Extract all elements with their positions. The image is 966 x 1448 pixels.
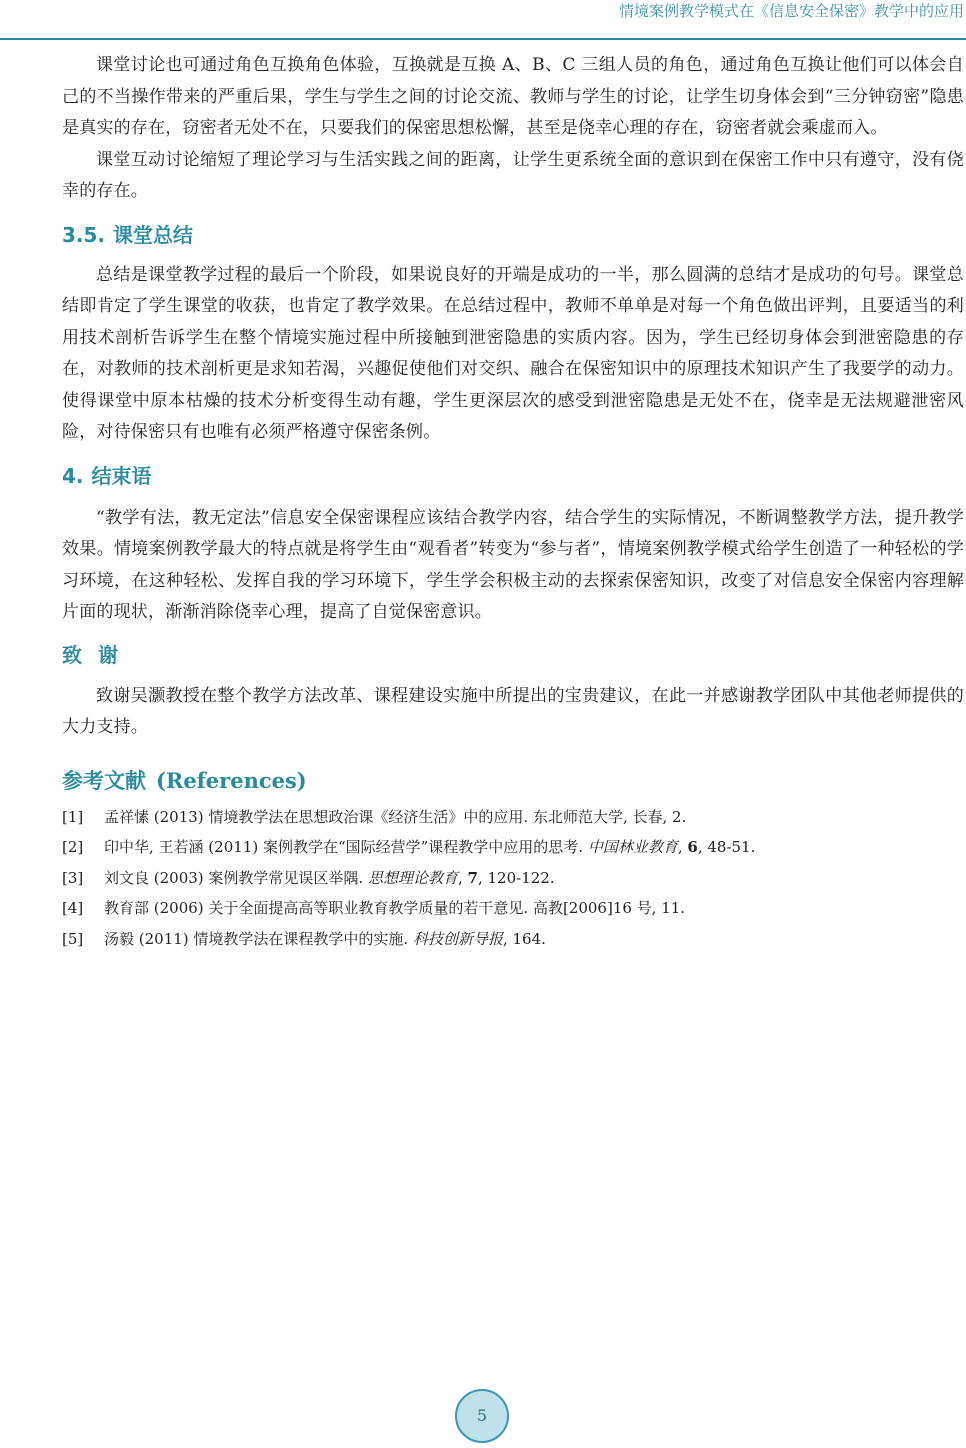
paragraph-role-exchange: 课堂讨论也可通过角色互换角色体验，互换就是互换 A、B、C 三组人员的角色，通过角色互换让他们可以体会自己的不当操作带来的严重后果，学生与学生之间的讨论交流、教师与学生的讨论，让学生切身体会到“三分钟窃密”隐患是真实的存在，窃密者无处不在，只要我们的保密思想松懈，甚至是侥幸心理的存在，窃密者就会乘虚而入。 [62,55,964,138]
article-body [62,50,964,954]
paragraph-interaction: 课堂互动讨论缩短了理论学习与生活实践之间的距离，让学生更系统全面的意识到在保密工作中只有遵守，没有侥幸的存在。 [62,149,964,201]
reference-pages: , 164. [502,929,546,948]
reference-main: 教育部 (2006) 关于全面提高高等职业教育教学质量的若干意见. 高教[2006]16 号, 11. [104,899,686,917]
reference-main: 孟祥愫 (2013) 情境教学法在思想政治课《经济生活》中的应用. 东北师范大学, 长春, 2. [104,807,687,826]
section-title: 课堂总结 [113,222,194,247]
reference-volume: 7 [467,868,478,887]
reference-separator: , [677,838,688,856]
section-number: 4. [62,463,84,488]
reference-main: 汤毅 (2011) 情境教学法在课程教学中的实施. [104,929,413,948]
reference-journal: 科技创新导报 [412,929,503,948]
reference-separator: , [457,868,468,887]
reference-pages: , 48-51. [697,838,756,856]
reference-number: [5] [62,929,84,948]
references-title-en: (References) [156,767,307,793]
reference-item [62,832,964,863]
reference-number: [1] [62,807,84,826]
reference-journal: 思想理论教育 [367,868,458,887]
paragraph-conclusion: “教学有法，教无定法”信息安全保密课程应该结合教学内容，结合学生的实际情况，不断调整教学方法，提升教学效果。情境案例教学最大的特点就是将学生由“观看者”转变为“参与者”，情境案例教学模式给学生创造了一种轻松的学习环境，在这种轻松、发挥自我的学习环境下，学生学会积极主动的去探索保密知识，改变了对信息安全保密内容理解片面的现状，渐渐消除侥幸心理，提高了自觉保密意识。 [62,507,964,622]
section-title: 结束语 [91,463,152,488]
reference-journal: 中国林业教育 [587,838,678,856]
reference-list [62,802,964,955]
acknowledgement-heading: 致谢 [62,642,134,667]
section-heading-3-5 [62,220,964,250]
reference-main: 刘文良 (2003) 案例教学常见误区举隅. [104,868,368,887]
running-title: 情境案例教学模式在《信息安全保密》教学中的应用 [618,2,964,20]
reference-text [104,924,546,955]
paragraph-acknowledgement: 致谢吴灏教授在整个教学方法改革、课程建设实施中所提出的宝贵建议，在此一并感谢教学团队中其他老师提供的大力支持。 [62,685,964,737]
reference-item [62,802,964,833]
section-heading-4 [62,461,964,491]
running-header [0,0,966,40]
reference-main: 印中华, 王若涵 (2011) 案例教学在“国际经营学”课程教学中应用的思考. [104,838,588,856]
reference-item [62,893,964,924]
references-title-cn: 参考文献 [62,768,146,793]
page-number-badge [455,1389,509,1443]
reference-item [62,863,964,894]
reference-text [104,832,755,863]
page-number: 5 [476,1406,488,1425]
reference-number: [3] [62,868,84,887]
paragraph-summary: 总结是课堂教学过程的最后一个阶段，如果说良好的开端是成功的一半，那么圆满的总结才是成功的句号。课堂总结即肯定了学生课堂的收获，也肯定了教学效果。在总结过程中，教师不单单是对每一个角色做出评判，且要适当的利用技术剖析告诉学生在整个情境实施过程中所接触到泄密隐患的实质内容。因为，学生已经切身体会到泄密隐患的存在，对教师的技术剖析更是求知若渴，兴趣促使他们对交织、融合在保密知识中的原理技术知识产生了我要学的动力。使得课堂中原本枯燥的技术分析变得生动有趣，学生更深层次的感受到泄密隐患是无处不在，侥幸是无法规避泄密风险，对待保密只有也唯有必须严格遵守保密条例。 [62,264,964,442]
reference-number: [4] [62,899,84,917]
reference-volume: 6 [687,838,698,856]
reference-text [104,893,685,924]
references-heading [62,766,964,796]
reference-number: [2] [62,838,84,856]
reference-text [104,863,555,894]
reference-pages: , 120-122. [477,868,555,887]
section-number: 3.5. [62,222,106,247]
reference-item [62,924,964,955]
reference-text [104,802,686,833]
